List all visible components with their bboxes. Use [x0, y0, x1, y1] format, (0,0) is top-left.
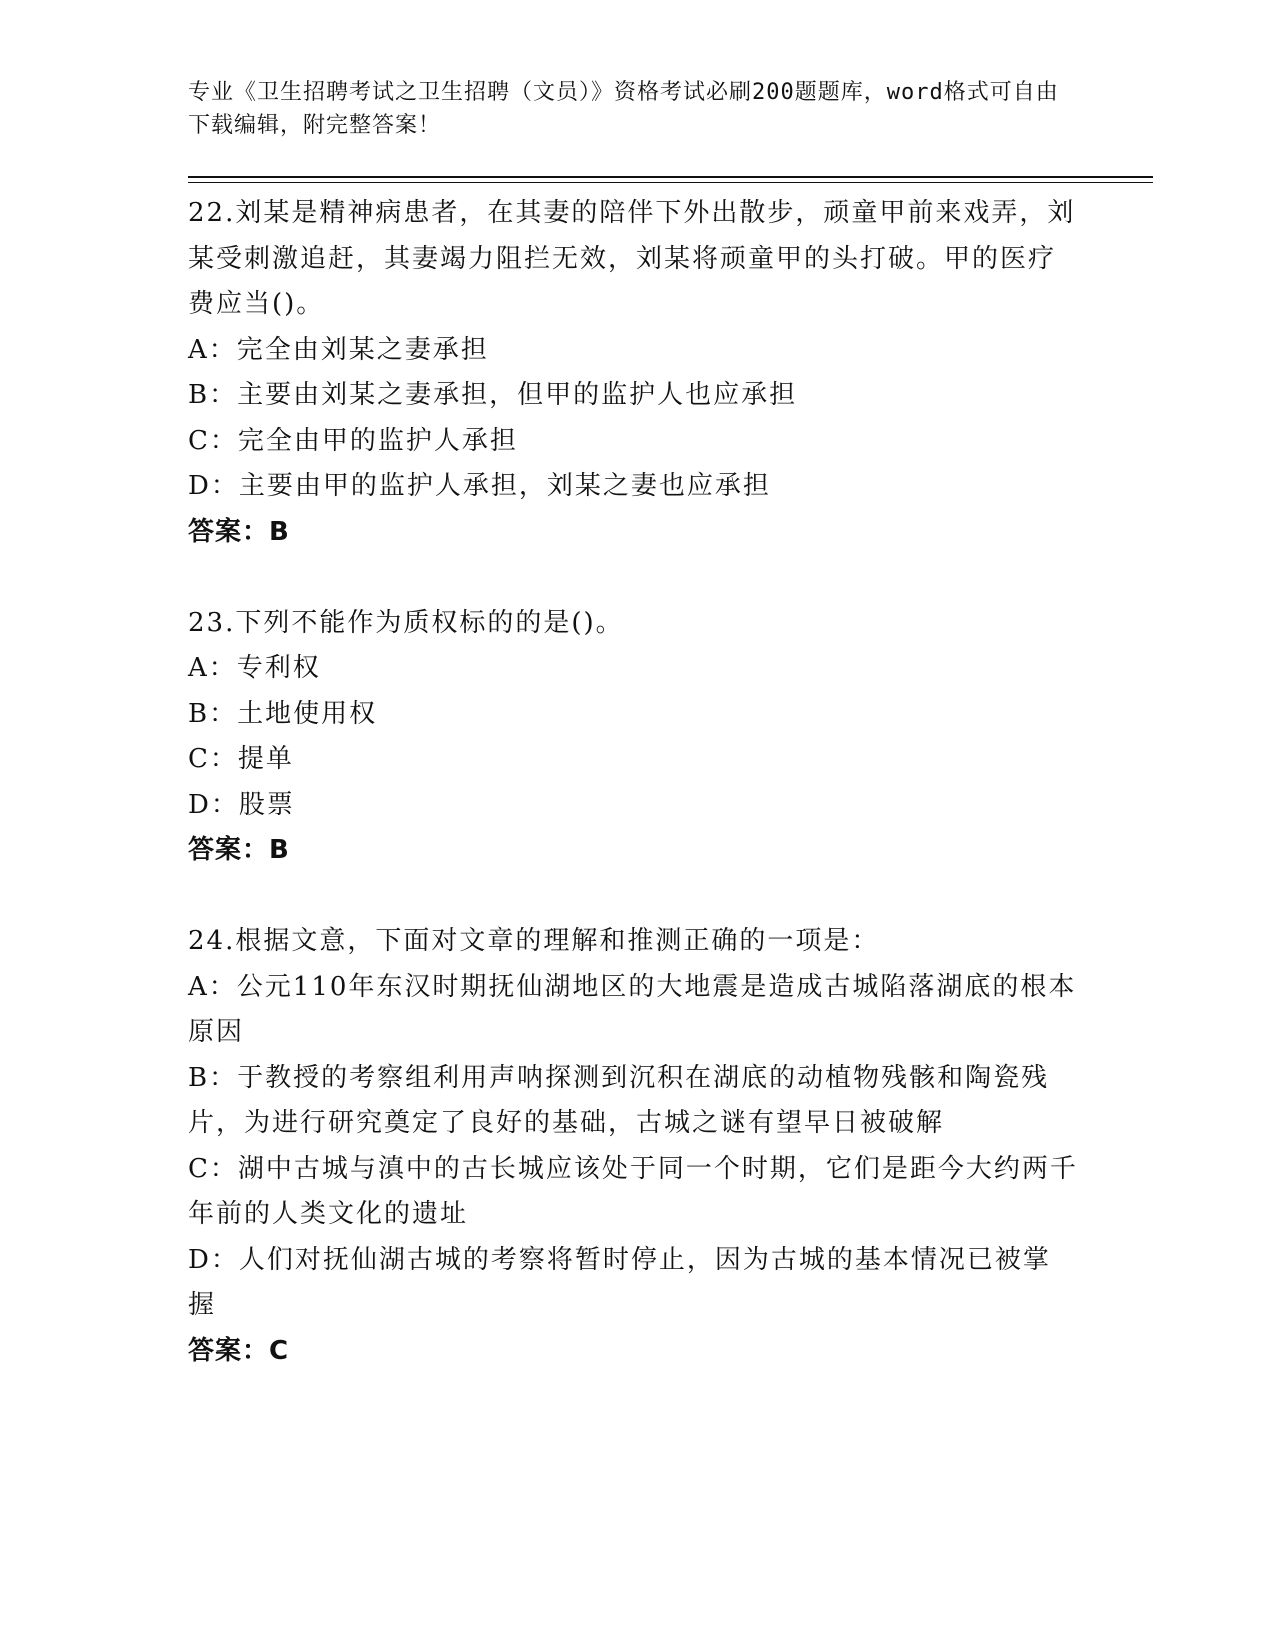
- question-gap: [188, 874, 1078, 920]
- document-header: [188, 76, 1068, 142]
- option-b: B：于教授的考察组利用声呐探测到沉积在湖底的动植物残骸和陶瓷残片，为进行研究奠定了良好的基础，古城之谜有望早日被破解: [188, 1062, 1050, 1138]
- question-stem: 22.刘某是精神病患者，在其妻的陪伴下外出散步，顽童甲前来戏弄，刘某受刺激追赶，其妻竭力阻拦无效，刘某将顽童甲的头打破。甲的医疗费应当()。: [188, 198, 1076, 319]
- option-c: C：湖中古城与滇中的古长城应该处于同一个时期，它们是距今大约两千年前的人类文化的遗址: [188, 1153, 1078, 1229]
- option-d: D：人们对抚仙湖古城的考察将暂时停止，因为古城的基本情况已被掌握: [188, 1244, 1051, 1320]
- question-gap: [188, 555, 1078, 601]
- option-c: C：提单: [188, 744, 294, 774]
- option-a: A：完全由刘某之妻承担: [188, 334, 489, 365]
- question-stem: 24.根据文意，下面对文章的理解和推测正确的一项是：: [188, 926, 880, 956]
- option-d: D：主要由甲的监护人承担，刘某之妻也应承担: [188, 471, 771, 501]
- option-b: B：主要由刘某之妻承担，但甲的监护人也应承担: [188, 380, 798, 410]
- header-divider-thin: [188, 182, 1153, 183]
- option-a: A：专利权: [188, 653, 321, 683]
- answer: 答案：C: [188, 1335, 290, 1366]
- question-stem: 23.下列不能作为质权标的的是()。: [188, 607, 624, 638]
- option-b: B：土地使用权: [188, 698, 378, 729]
- option-c: C：完全由甲的监护人承担: [188, 425, 518, 456]
- answer: 答案：B: [188, 516, 290, 547]
- option-a: A：公元110年东汉时期抚仙湖地区的大地震是造成古城陷落湖底的根本原因: [188, 971, 1077, 1047]
- header-text: 专业《卫生招聘考试之卫生招聘（文员）》资格考试必刷200题题库，word格式可自由下载编辑，附完整答案！: [188, 80, 1059, 138]
- question-24: [188, 919, 1078, 1374]
- option-d: D：股票: [188, 789, 295, 820]
- question-22: [188, 191, 1078, 555]
- header-divider-thick: [188, 176, 1153, 178]
- answer: 答案：B: [188, 835, 290, 865]
- question-23: [188, 601, 1078, 874]
- question-list: [188, 191, 1078, 1374]
